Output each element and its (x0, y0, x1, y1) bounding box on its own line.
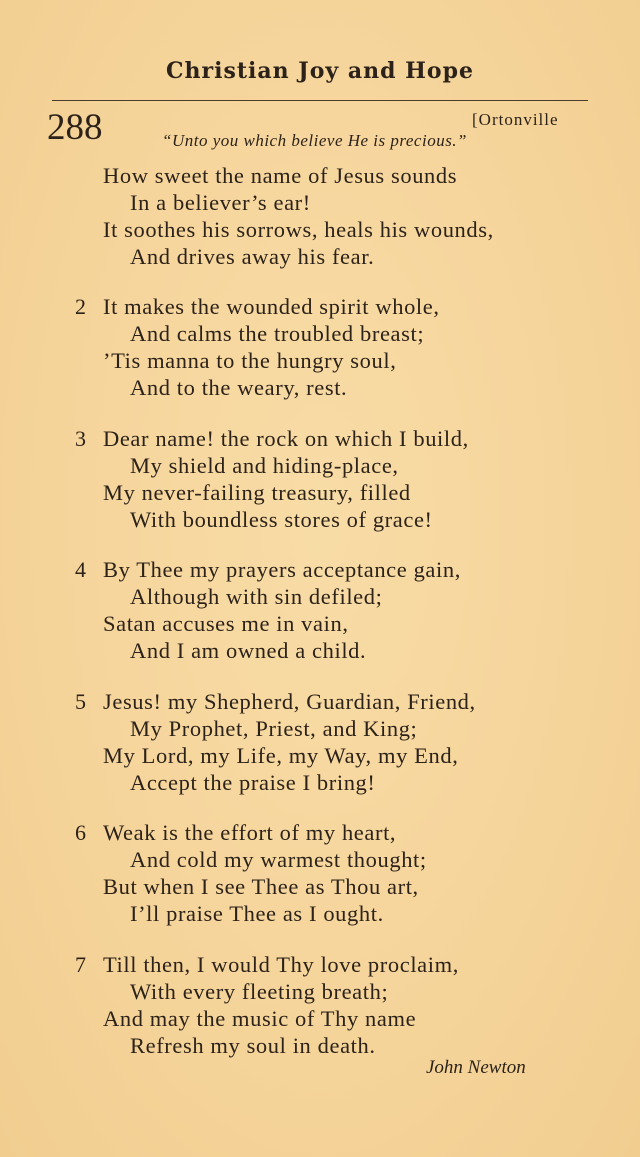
verse-line: And drives away his fear. (130, 244, 375, 269)
stanza-number: 6 (75, 820, 86, 845)
running-head: Christian Joy and Hope (166, 58, 474, 84)
verse-line: But when I see Thee as Thou art, (103, 874, 419, 899)
verse-line: Weak is the effort of my heart, (103, 820, 397, 845)
verse-line: It makes the wounded spirit whole, (103, 294, 440, 319)
verse-line: And cold my warmest thought; (130, 847, 427, 872)
verse-line: Refresh my soul in death. (130, 1033, 376, 1058)
verse-line: And I am owned a child. (130, 638, 367, 663)
verse-line: Although with sin defiled; (130, 584, 383, 609)
verse-line: With every fleeting breath; (130, 979, 389, 1004)
verse-line: And may the music of Thy name (103, 1006, 417, 1031)
hymn-number: 288 (47, 107, 103, 148)
stanza-number: 5 (75, 689, 86, 714)
stanza-number: 4 (75, 557, 86, 582)
verse-line: Dear name! the rock on which I build, (103, 426, 469, 451)
verse-line: And calms the troubled breast; (130, 321, 425, 346)
verse-line: I’ll praise Thee as I ought. (130, 901, 384, 926)
stanza-number: 3 (75, 426, 86, 451)
verse-line: My Prophet, Priest, and King; (130, 716, 418, 741)
verse-line: Till then, I would Thy love proclaim, (103, 952, 459, 977)
tune-name: [Ortonville (472, 110, 559, 129)
epigraph: “Unto you which believe He is precious.” (162, 131, 468, 150)
verse-line: My Lord, my Life, my Way, my End, (103, 743, 459, 768)
verse-line: By Thee my prayers acceptance gain, (103, 557, 461, 582)
verse-line: Jesus! my Shepherd, Guardian, Friend, (103, 689, 476, 714)
verse-line: ’Tis manna to the hungry soul, (103, 348, 397, 373)
stanza-number: 2 (75, 294, 86, 319)
verse-line: With boundless stores of grace! (130, 507, 433, 532)
verse-line: Satan accuses me in vain, (103, 611, 349, 636)
verse-line: And to the weary, rest. (130, 375, 348, 400)
verse-line: My never-failing treasury, filled (103, 480, 411, 505)
stanza-number: 7 (75, 952, 86, 977)
verse-line: Accept the praise I bring! (130, 770, 376, 795)
verse-line: In a believer’s ear! (130, 190, 311, 215)
verse-line: It soothes his sorrows, heals his wounds, (103, 217, 494, 242)
verse-line: How sweet the name of Jesus sounds (103, 163, 458, 188)
author-attribution: John Newton (426, 1057, 526, 1078)
verse-line: My shield and hiding-place, (130, 453, 399, 478)
header-rule (52, 100, 588, 101)
